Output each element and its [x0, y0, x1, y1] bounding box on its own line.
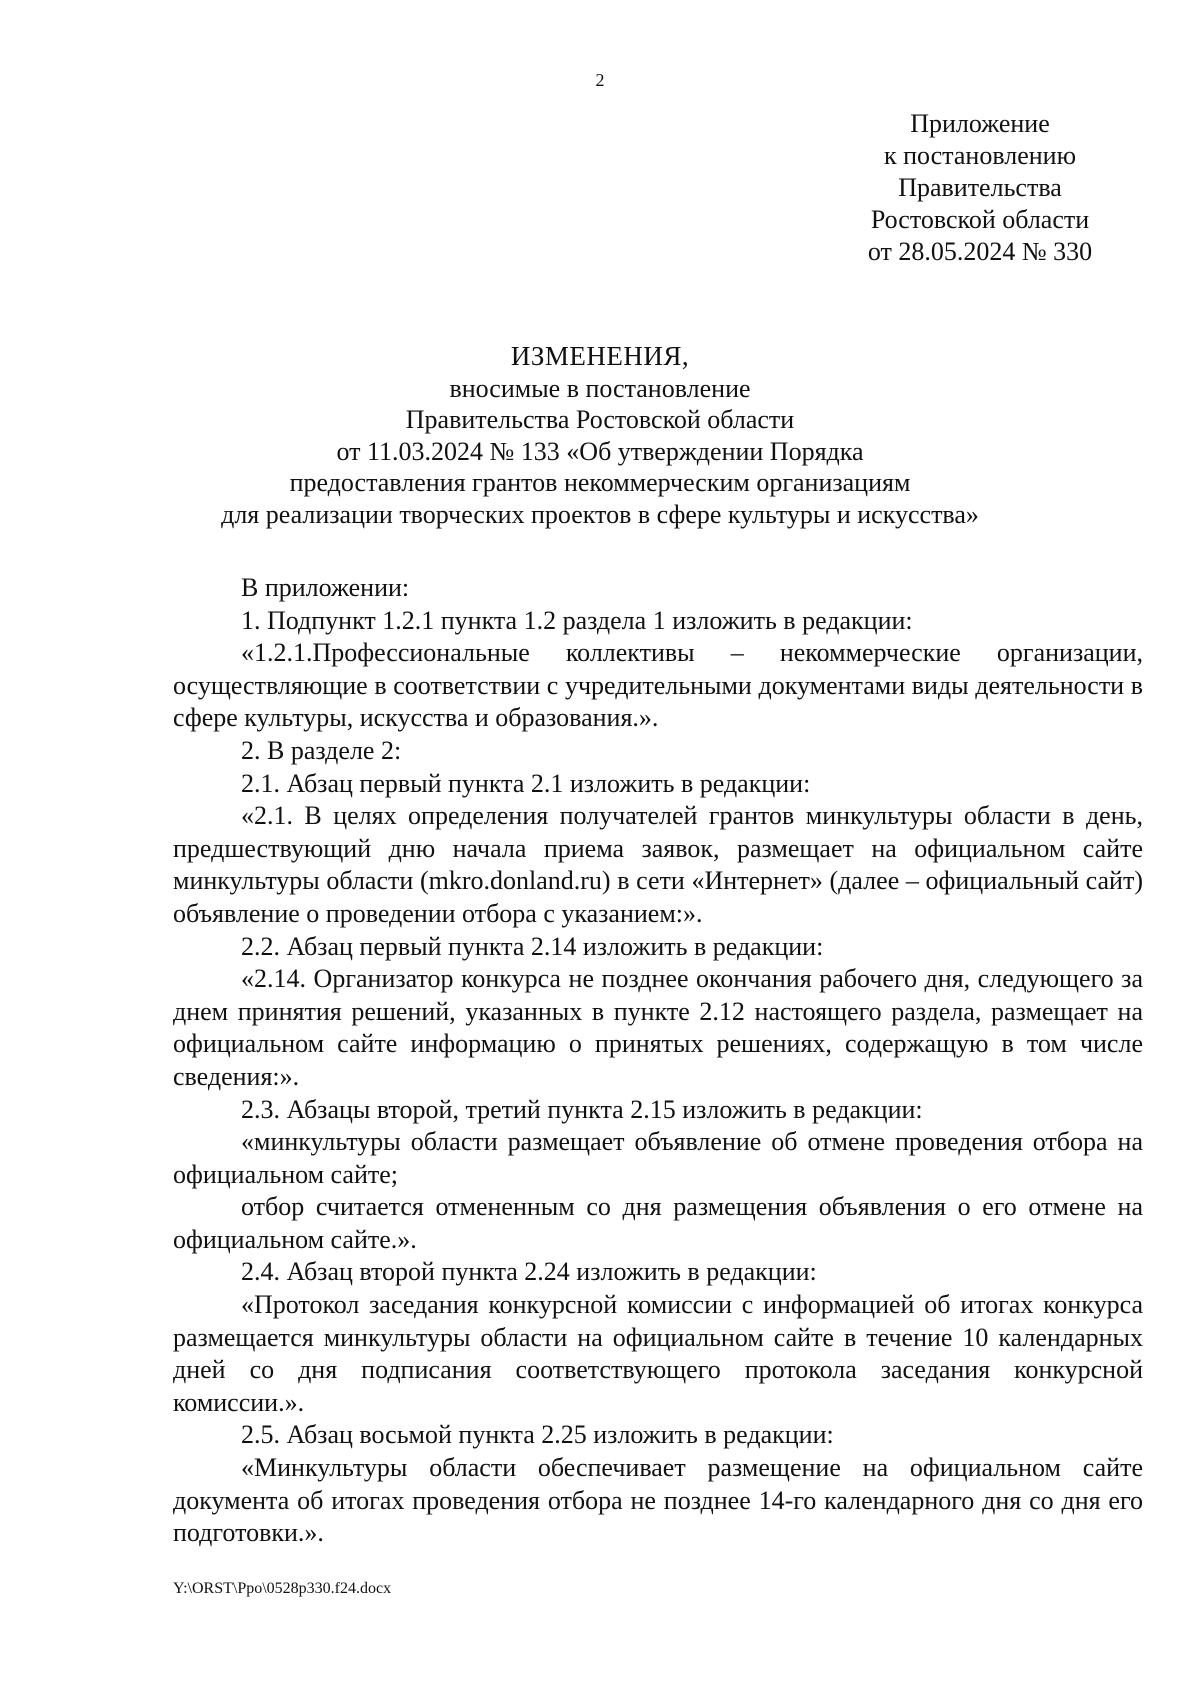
paragraph-item-2-2: 2.2. Абзац первый пункта 2.14 изложить в редакции: — [241, 931, 824, 961]
appendix-line: Приложение — [910, 109, 1050, 138]
title-line: для реализации творческих проектов в сфере культуры и искусства» — [221, 499, 979, 529]
paragraph-item-2-1: 2.1. Абзац первый пункта 2.1 изложить в редакции: — [241, 768, 811, 798]
paragraph-item-1: 1. Подпункт 1.2.1 пункта 1.2 раздела 1 изложить в редакции: — [241, 605, 913, 635]
appendix-line: к постановлению — [883, 141, 1077, 170]
paragraph-item-2: 2. В разделе 2: — [241, 735, 402, 765]
paragraph-quote: «2.14. Организатор конкурса не позднее окончания рабочего дня, следующего за днем принятия решений, указанных в пункте 2.12 настоящего раздела, размещает на официальном сайте информацию о принятых решениях, содержащую в том числе сведения:». — [173, 964, 1143, 1091]
file-path-footer: Y:\ORST\Ppo\0528p330.f24.docx — [173, 1580, 392, 1597]
paragraph-quote: «2.1. В целях определения получателей грантов минкультуры области в день, предшествующий дню начала приема заявок, размещает на официальном сайте минкультуры области (mkro.donland.ru) в сети «Интернет» (далее – официальный сайт) объявление о проведении отбора с указанием:». — [173, 801, 1143, 928]
paragraph-item-2-4: 2.4. Абзац второй пункта 2.24 изложить в редакции: — [241, 1257, 817, 1287]
appendix-block — [830, 108, 1130, 268]
paragraph-quote: «минкультуры области размещает объявление об отмене проведения отбора на официальном сайте; — [173, 1127, 1143, 1189]
title-line: от 11.03.2024 № 133 «Об утверждении Порядка — [336, 436, 864, 466]
paragraph-item-2-5: 2.5. Абзац восьмой пункта 2.25 изложить в редакции: — [241, 1420, 834, 1450]
title-main: ИЗМЕНЕНИЯ, — [510, 341, 690, 371]
document-title — [0, 341, 1200, 530]
appendix-line: Ростовской области — [870, 205, 1090, 234]
paragraph-intro: В приложении: — [241, 573, 410, 602]
paragraph-item-2-3: 2.3. Абзацы второй, третий пункта 2.15 изложить в редакции: — [241, 1094, 923, 1124]
document-body — [173, 572, 1143, 1550]
title-line: вносимые в постановление — [449, 373, 751, 403]
appendix-line: Правительства — [898, 173, 1062, 202]
paragraph-quote: «Минкультуры области обеспечивает размещение на официальном сайте документа об итогах проведения отбора не позднее 14-го календарного дня со дня его подготовки.». — [173, 1453, 1143, 1548]
paragraph-quote: отбор считается отмененным со дня размещения объявления о его отмене на официальном сайте.». — [173, 1192, 1143, 1254]
title-line: предоставления грантов некоммерческим организациям — [289, 468, 911, 497]
title-line: Правительства Ростовской области — [405, 405, 795, 434]
appendix-line: от 28.05.2024 № 330 — [867, 237, 1093, 266]
page-number: 2 — [595, 70, 605, 90]
paragraph-quote: «1.2.1.Профессиональные коллективы – некоммерческие организации, осуществляющие в соответствии с учредительными документами виды деятельности в сфере культуры, искусства и образования.». — [173, 638, 1143, 733]
paragraph-quote: «Протокол заседания конкурсной комиссии с информацией об итогах конкурса размещается минкультуры области на официальном сайте в течение 10 календарных дней со дня подписания соответствующего протокола заседания конкурсной комиссии.». — [173, 1290, 1143, 1417]
